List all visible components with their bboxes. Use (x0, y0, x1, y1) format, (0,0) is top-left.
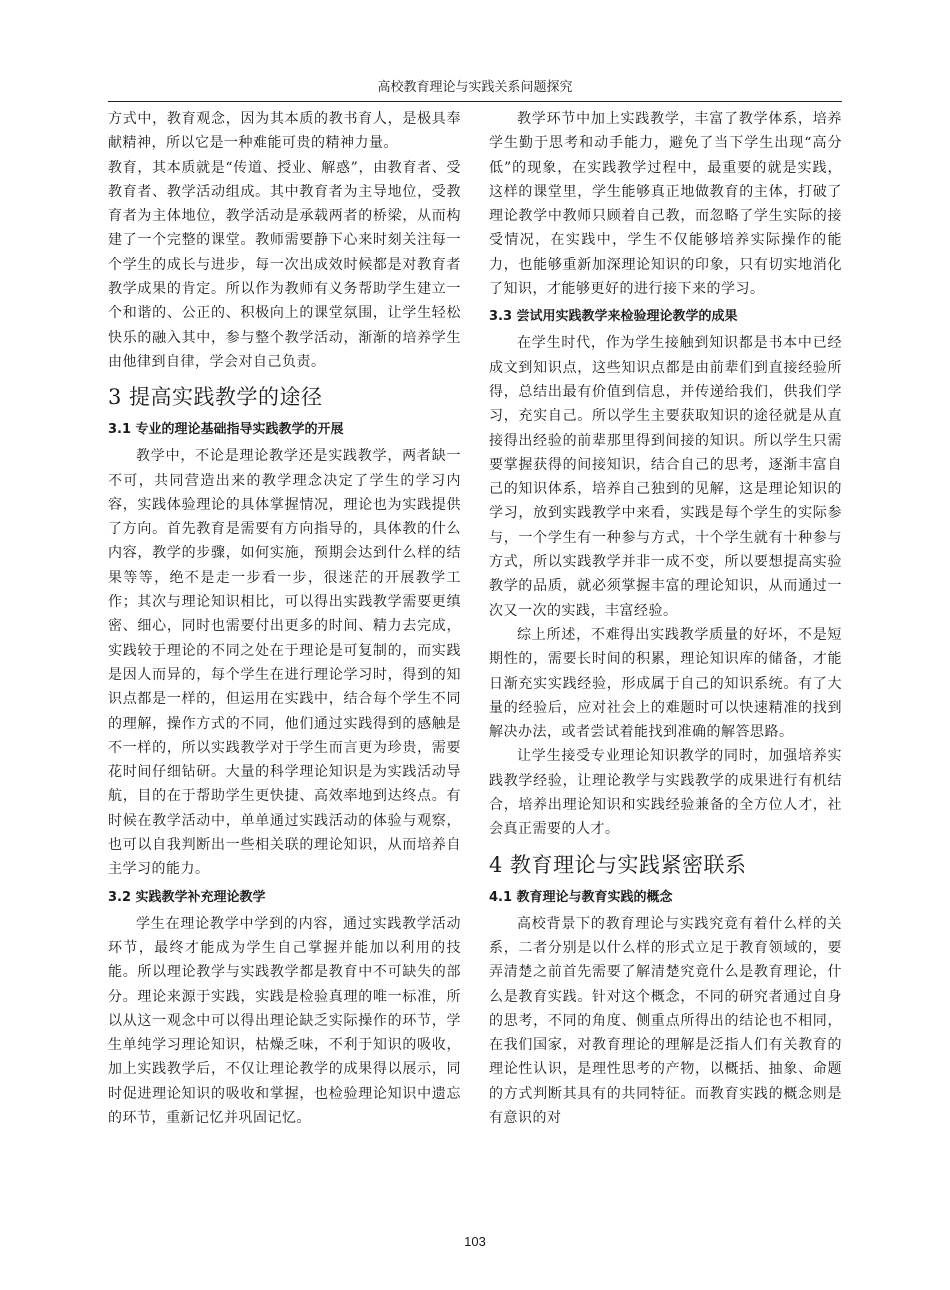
paragraph: 让学生接受专业理论知识教学的同时，加强培养实践教学经验，让理论教学与实践教学的成果进行有机结合，培养出理论知识和实践经验兼备的全方位人才，社会真正需要的人才。 (489, 748, 842, 838)
paragraph: 综上所述，不难得出实践教学质量的好坏，不是短期性的，需要长时间的积累，理论知识库的储备，才能日渐充实实践经验，形成属于自己的知识系统。有了大量的经验后，应对社会上的难题时可以快速精准的找到解决办法，或者尝试着能找到准确的解答思路。 (489, 626, 842, 741)
page-number: 103 (464, 1234, 486, 1249)
subsection-heading: 3.1 专业的理论基础指导实践教学的开展 (108, 422, 344, 438)
paragraph: 学生在理论教学中学到的内容，通过实践教学活动环节，最终才能成为学生自己掌握并能加以利用的技能。所以理论教学与实践教学都是教育中不可缺失的部分。理论来源于实践，实践是检验真理的唯一标准，所以从这一观念中可以得出理论缺乏实际操作的环节，学生单纯学习理论知识，枯燥乏味，不利于知识的吸收，加上实践教学后，不仅让理论教学的成果得以展示，同时促进理论知识的吸收和掌握，也检验理论知识中遗忘的环节，重新记忆并巩固记忆。 (108, 915, 461, 1126)
right-column (489, 107, 842, 1130)
header-divider (108, 101, 842, 102)
paragraph: 教育，其本质就是“传道、授业、解惑”，由教育者、受教育者、教学活动组成。其中教育者为主导地位，受教育者为主体地位，教学活动是承载两者的桥梁，从而构建了一个完整的课堂。教师需要静下心来时刻关注每一个学生的成长与进步，每一次出成效时候都是对教育者教学成果的肯定。所以作为教师有义务帮助学生建立一个和谐的、公正的、积极向上的课堂氛围，让学生轻松快乐的融入其中，参与整个教学活动，渐渐的培养学生由他律到自律，学会对自己负责。 (108, 159, 461, 370)
paragraph: 方式中，教育观念，因为其本质的教书育人，是极具奉献精神，所以它是一种难能可贵的精神力量。 (108, 111, 461, 152)
subsection-heading: 3.3 尝试用实践教学来检验理论教学的成果 (489, 309, 738, 325)
subsection-heading: 3.2 实践教学补充理论教学 (108, 889, 266, 905)
subsection-heading: 4.1 教育理论与教育实践的概念 (489, 889, 673, 905)
paragraph: 教学中，不论是理论教学还是实践教学，两者缺一不可，共同营造出来的教学理念决定了学生的学习内容，实践体验理论的具体掌握情况，理论也为实践提供了方向。首先教育是需要有方向指导的，具体教的什么内容，教学的步骤，如何实施，预期会达到什么样的结果等等，绝不是走一步看一步，很迷茫的开展教学工作；其次与理论知识相比，可以得出实践教学需要更缜密、细心，同时也需要付出更多的时间、精力去完成，实践较于理论的不同之处在于理论是可复制的，而实践是因人而异的，每个学生在进行理论学习时，得到的知识点都是一样的，但运用在实践中，结合每个学生不同的理解，操作方式的不同，他们通过实践得到的感触是不一样的，所以实践教学对于学生而言更为珍贵，需要花时间仔细钻研。大量的科学理论知识是为实践活动导航，目的在于帮助学生更快捷、高效率地到达终点。有时候在教学活动中，单单通过实践活动的体验与观察，也可以自我判断出一些相关联的理论知识，从而培养自主学习的能力。 (108, 448, 461, 878)
paragraph: 高校背景下的教育理论与实践究竟有着什么样的关系，二者分别是以什么样的形式立足于教育领域的，要弄清楚之前首先需要了解清楚究竟什么是教育理论，什么是教育实践。针对这个概念，不同的研究者通过自身的思考，不同的角度、侧重点所得出的结论也不相同，在我们国家，对教育理论的理解是泛指人们有关教育的理论性认识，是理性思考的产物，以概括、抽象、命题的方式判断其具有的共同特征。而教育实践的概念则是有意识的对 (489, 915, 842, 1126)
left-column (108, 107, 461, 1130)
paragraph: 在学生时代，作为学生接触到知识都是书本中已经成文到知识点，这些知识点都是由前辈们到直接经验所得，总结出最有价值到信息，并传递给我们，供我们学习，充实自己。所以学生主要获取知识的途径就是从直接得出经验的前辈那里得到间接的知识。所以学生只需要掌握获得的间接知识，结合自己的思考，逐渐丰富自己的知识体系，培养自己独到的见解，这是理论知识的学习，放到实践教学中来看，实践是每个学生的实际参与，一个学生有一种参与方式，十个学生就有十种参与方式，所以实践教学并非一成不变，所以要想提高实验教学的品质，就必须掌握丰富的理论知识，从而通过一次又一次的实践，丰富经验。 (489, 335, 842, 619)
section-heading: 4 教育理论与实践紧密联系 (489, 852, 747, 877)
section-heading: 3 提高实践教学的途径 (108, 385, 323, 410)
paragraph: 教学环节中加上实践教学，丰富了教学体系，培养学生勤于思考和动手能力，避免了当下学生出现“高分低”的现象，在实践教学过程中，最重要的就是实践，这样的课堂里，学生能够真正地做教育的主体，打破了理论教学中教师只顾着自己教，而忽略了学生实际的接受情况，在实践中，学生不仅能够培养实际操作的能力，也能够重新加深理论知识的印象，只有切实地消化了知识，才能够更好的进行接下来的学习。 (489, 111, 842, 298)
running-header: 高校教育理论与实践关系问题探究 (377, 80, 573, 95)
